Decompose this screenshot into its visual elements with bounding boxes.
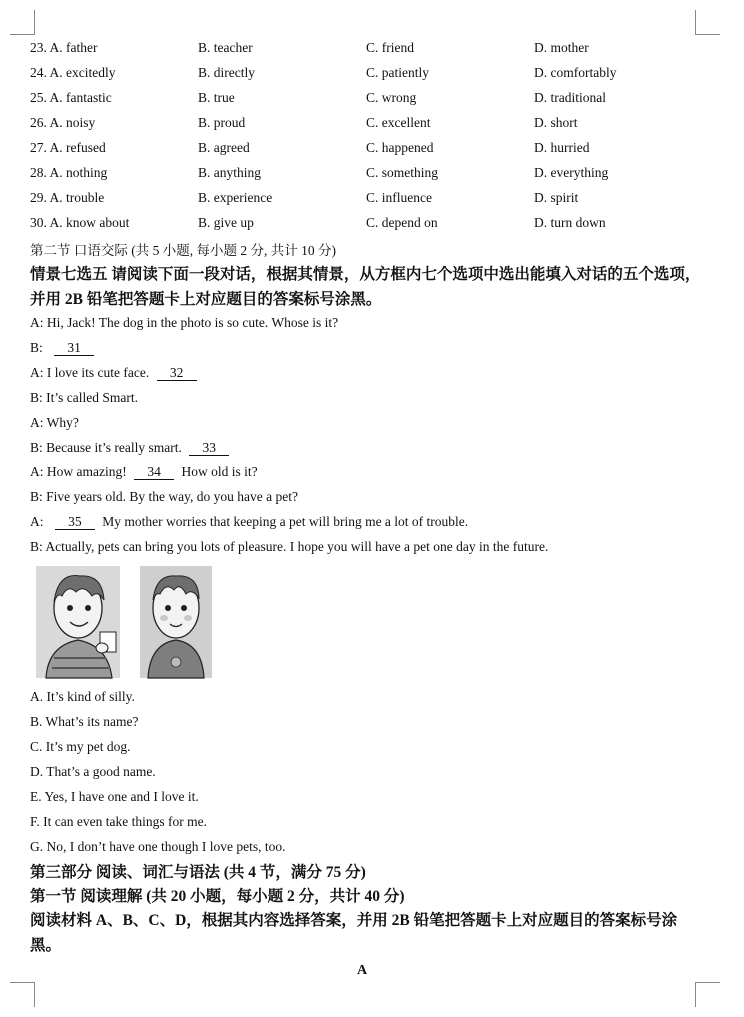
- option-d: D. traditional: [534, 90, 606, 105]
- option-d: D. turn down: [534, 215, 606, 230]
- dialogue-instruction: 情景七选五 请阅读下面一段对话，根据其情景，从方框内七个选项中选出能填入对话的五个选项，并用 2B 铅笔把答题卡上对应题目的答案标号涂黑。: [30, 266, 701, 308]
- option-b: B. true: [198, 90, 235, 105]
- choice-item: C. It’s my pet dog.: [30, 739, 131, 754]
- dialogue-line: [30, 464, 258, 480]
- option-d: D. mother: [534, 40, 589, 55]
- speaker-prefix: B:: [30, 340, 43, 355]
- option-c: C. wrong: [366, 90, 417, 105]
- dialogue-line: [30, 340, 94, 356]
- option-b: B. proud: [198, 115, 246, 130]
- choice-item: A. It’s kind of silly.: [30, 689, 135, 704]
- option-d: D. short: [534, 115, 578, 130]
- part3-section1-title: 第一节 阅读理解 (共 20 小题，每小题 2 分，共计 40 分): [30, 888, 405, 905]
- boy-listening-figure: [140, 566, 212, 678]
- choice-item: E. Yes, I have one and I love it.: [30, 789, 199, 804]
- dialogue-line: A: Hi, Jack! The dog in the photo is so cute. Whose is it?: [30, 315, 339, 330]
- option-a: 27. A. refused: [30, 140, 106, 155]
- dialogue-text: A: I love its cute face.: [30, 365, 150, 380]
- choice-item: F. It can even take things for me.: [30, 814, 207, 829]
- option-b: B. teacher: [198, 40, 253, 55]
- option-c: C. influence: [366, 190, 432, 205]
- option-a: 28. A. nothing: [30, 165, 108, 180]
- blank-35: 35: [55, 515, 95, 530]
- dialogue-text: My mother worries that keeping a pet will bring me a lot of trouble.: [102, 514, 469, 529]
- option-c: C. excellent: [366, 115, 431, 130]
- two-boys-illustration: [36, 562, 214, 680]
- dialogue-line: [30, 365, 197, 381]
- boy-with-photo-figure: [36, 566, 120, 678]
- option-c: C. something: [366, 165, 439, 180]
- choice-item: G. No, I don’t have one though I love pets, too.: [30, 839, 286, 854]
- option-b: B. give up: [198, 215, 254, 230]
- blank-33: 33: [189, 441, 229, 456]
- dialogue-text: A: How amazing!: [30, 464, 127, 479]
- dialogue-text: B: Because it’s really smart.: [30, 440, 182, 455]
- option-a: 24. A. excitedly: [30, 65, 116, 80]
- dialogue-line: B: Five years old. By the way, do you have a pet?: [30, 489, 298, 504]
- option-a: 30. A. know about: [30, 215, 130, 230]
- dialogue-line: [30, 440, 229, 456]
- option-d: D. everything: [534, 165, 609, 180]
- dialogue-text: How old is it?: [181, 464, 258, 479]
- speaker-prefix: A:: [30, 514, 44, 529]
- option-d: D. spirit: [534, 190, 579, 205]
- section2-title: 第二节 口语交际 (共 5 小题, 每小题 2 分, 共计 10 分): [30, 243, 336, 258]
- part3-title: 第三部分 阅读、词汇与语法 (共 4 节，满分 75 分): [30, 864, 366, 881]
- choice-item: D. That’s a good name.: [30, 764, 156, 779]
- option-b: B. agreed: [198, 140, 250, 155]
- option-a: 26. A. noisy: [30, 115, 96, 130]
- option-d: D. hurried: [534, 140, 590, 155]
- passage-label: A: [356, 963, 368, 978]
- dialogue-line: [30, 514, 468, 530]
- option-a: 23. A. father: [30, 40, 98, 55]
- part3-instruction: 阅读材料 A、B、C、D，根据其内容选择答案，并用 2B 铅笔把答题卡上对应题目的答案标号涂黑。: [30, 912, 678, 954]
- dialogue-line: B: Actually, pets can bring you lots of pleasure. I hope you will have a pet one day in the future.: [30, 539, 549, 554]
- choice-item: B. What’s its name?: [30, 714, 139, 729]
- option-b: B. experience: [198, 190, 273, 205]
- option-c: C. patiently: [366, 65, 429, 80]
- crop-mark-top-left: [10, 10, 35, 35]
- blank-34: 34: [134, 465, 174, 480]
- option-d: D. comfortably: [534, 65, 617, 80]
- option-b: B. directly: [198, 65, 255, 80]
- dialogue-line: B: It’s called Smart.: [30, 390, 138, 405]
- crop-mark-bottom-left: [10, 982, 35, 1007]
- crop-mark-bottom-right: [695, 982, 720, 1007]
- blank-31: 31: [54, 341, 94, 356]
- crop-mark-top-right: [695, 10, 720, 35]
- dialogue-line: A: Why?: [30, 415, 79, 430]
- option-a: 29. A. trouble: [30, 190, 105, 205]
- option-a: 25. A. fantastic: [30, 90, 112, 105]
- option-c: C. depend on: [366, 215, 438, 230]
- option-b: B. anything: [198, 165, 261, 180]
- option-c: C. happened: [366, 140, 434, 155]
- option-c: C. friend: [366, 40, 414, 55]
- blank-32: 32: [157, 366, 197, 381]
